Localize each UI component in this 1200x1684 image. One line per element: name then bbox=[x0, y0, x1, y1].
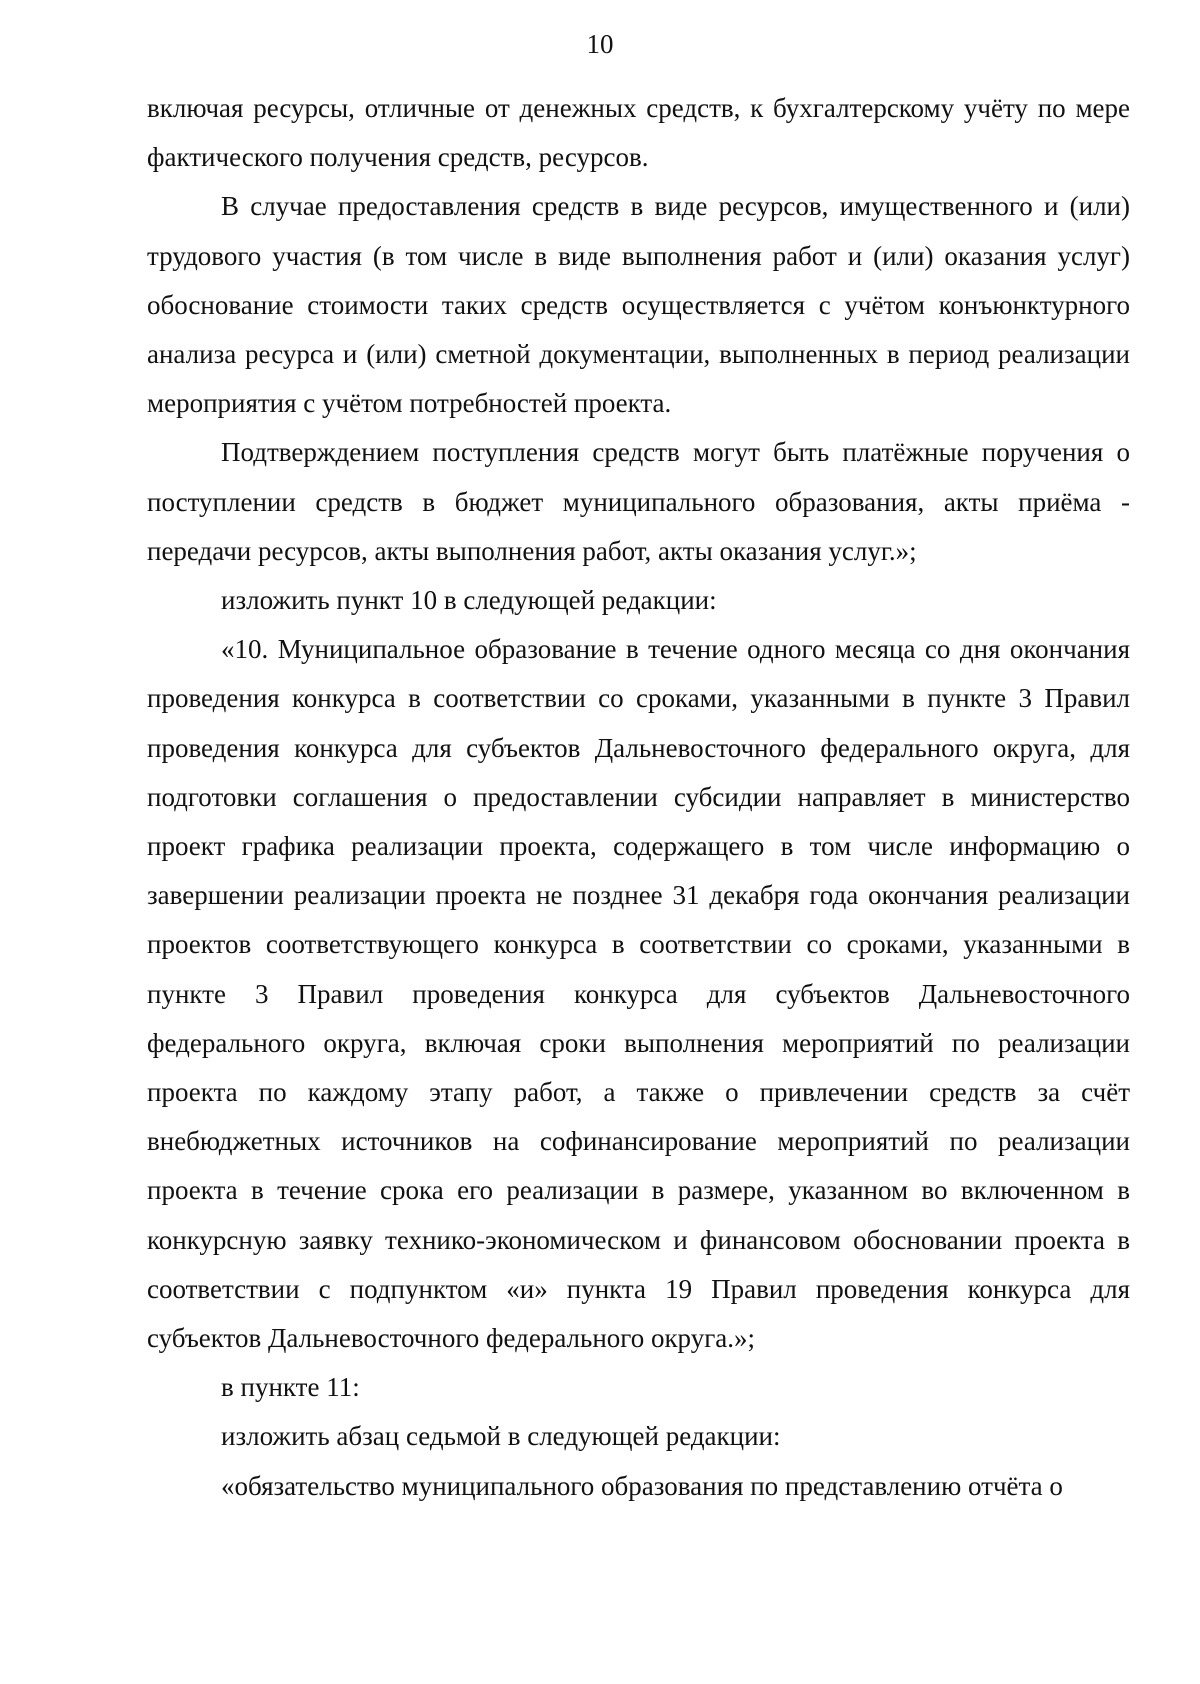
paragraph-amend-item-10: изложить пункт 10 в следующей редакции: bbox=[221, 585, 717, 616]
paragraph-amend-seventh-indent: изложить абзац седьмой в следующей редакции: bbox=[221, 1421, 781, 1452]
page-number: 10 bbox=[586, 29, 614, 59]
paragraph-in-item-11: в пункте 11: bbox=[221, 1372, 360, 1403]
paragraph-resources-valuation: В случае предоставления средств в виде ресурсов, имущественного и (или) трудового участия (в том числе в виде выполнения работ и (или) оказания услуг) обоснование стоимости таких средств осуществляется с учётом конъюнктурного анализа ресурса и (или) сметной документации, выполненных в период реализации мероприятия с учётом потребностей проекта. bbox=[147, 191, 1130, 419]
paragraph-continuation: включая ресурсы, отличные от денежных средств, к бухгалтерскому учёту по мере фактического получения средств, ресурсов. bbox=[147, 93, 1130, 173]
paragraph-receipt-confirmation: Подтверждением поступления средств могут быть платёжные поручения о поступлении средств в бюджет муниципального образования, акты приёма - передачи ресурсов, акты выполнения работ, акты оказания услуг.»; bbox=[147, 437, 1130, 566]
paragraph-item-10-text: «10. Муниципальное образование в течение одного месяца со дня окончания проведения конкурса в соответствии со сроками, указанными в пункте 3 Правил проведения конкурса для субъектов Дальневосточного федерального округа, для подготовки соглашения о предоставлении субсидии направляет в министерство проект графика реализации проекта, содержащего в том числе информацию о завершении реализации проекта не позднее 31 декабря года окончания реализации проектов соответствующего конкурса в соответствии со сроками, указанными в пункте 3 Правил проведения конкурса для субъектов Дальневосточного федерального округа, включая сроки выполнения мероприятий по реализации проекта по каждому этапу работ, а также о привлечении средств за счёт внебюджетных источников на софинансирование мероприятий по реализации проекта в течение срока его реализации в размере, указанном во включенном в конкурсную заявку технико-экономическом и финансовом обосновании проекта в соответствии с подпунктом «и» пункта 19 Правил проведения конкурса для субъектов Дальневосточного федерального округа.»; bbox=[147, 634, 1130, 1354]
paragraph-obligation-report: «обязательство муниципального образования по представлению отчёта о bbox=[221, 1470, 1063, 1501]
document-body bbox=[147, 84, 1130, 1511]
